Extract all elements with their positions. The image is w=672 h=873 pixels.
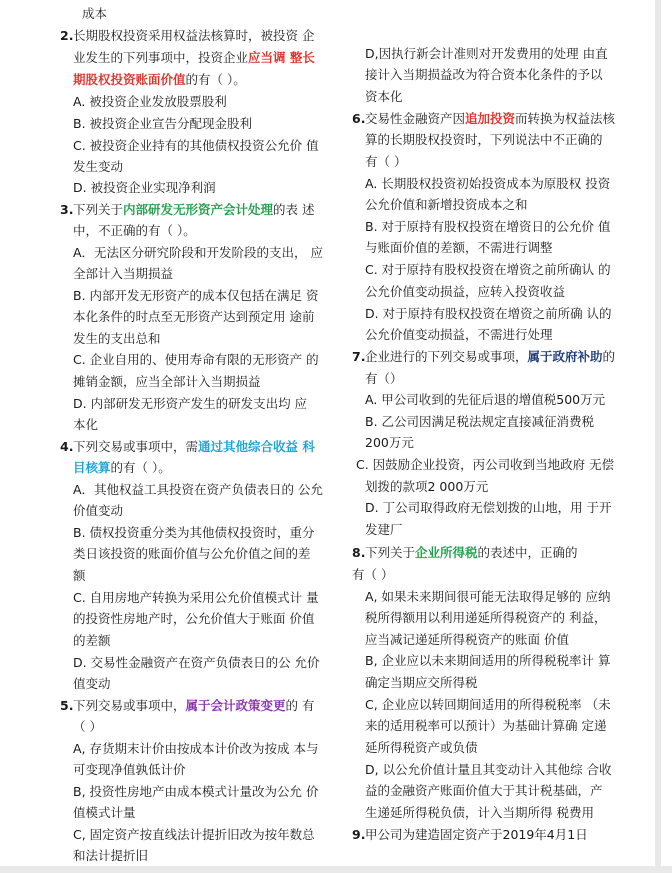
q4-option-d-line2: 值变动	[73, 676, 111, 691]
q6-line3: 有（ ）	[365, 154, 407, 169]
q5-option-d-line3: 资本化	[365, 89, 403, 104]
q7-line1: 企业进行的下列交易或事项，属于政府补助的	[365, 349, 616, 364]
q3-number: 3.	[60, 202, 74, 217]
q6-option-a-line2: 公允价值和新增投资成本之和	[365, 197, 528, 212]
q4-option-b-line1: B. 债权投资重分类为其他债权投资时，重分	[73, 525, 315, 540]
q8-option-d-line2: 益的金融资产账面价值大于其计税基础，产	[365, 783, 603, 798]
q2-option-c-line2: 发生变动	[73, 159, 124, 174]
q5-option-c-line1: C, 固定资产按直线法计提折旧改为按年数总	[73, 827, 315, 842]
q4-option-b-line3: 额	[73, 568, 86, 583]
q3-line1: 下列关于内部研发无形资产会计处理的表 述	[73, 202, 315, 217]
q3-option-c-line1: C. 企业自用的、使用寿命有限的无形资产 的	[73, 352, 319, 367]
q7-option-b-line1: B. 乙公司因满足税法规定直接减征消费税	[365, 414, 595, 429]
q7-option-d-line1: D. 丁公司取得政府无偿划拨的山地，用 于开	[365, 500, 612, 515]
q6-line2: 算的长期股权投资时，下列说法中不正确的	[365, 132, 603, 147]
q7-option-c-line2: 划拨的款项2 000万元	[365, 479, 489, 494]
q6-line1: 交易性金融资产因追加投资而转换为权益法核	[365, 111, 616, 126]
q8-highlight: 企业所得税	[415, 545, 478, 560]
q4-option-c-line3: 的差额	[73, 633, 111, 648]
q7-option-b-line2: 200万元	[365, 435, 414, 450]
q6-number: 6.	[352, 111, 366, 126]
q3-option-b-line2: 本化条件的时点至无形资产达到预定用 途前	[73, 309, 315, 324]
q5-line1: 下列交易或事项中，属于会计政策变更的 有	[73, 698, 315, 713]
q4-highlight-1: 通过其他综合收益 科	[198, 439, 315, 454]
q2-line3: 期股权投资账面价值的有（ ）。	[73, 72, 246, 87]
q8-option-c-line3: 延所得税资产或负债	[365, 740, 478, 755]
q7-option-c-line1: C. 因鼓励企业投资，丙公司收到当地政府 无偿	[356, 457, 615, 472]
q3-option-b-line3: 发生的支出总和	[73, 331, 161, 346]
page-frame-right	[655, 0, 661, 873]
q3-option-d-line2: 本化	[73, 417, 99, 432]
q7-option-a: A. 甲公司收到的先征后退的增值税500万元	[365, 392, 606, 407]
q5-option-b-line1: B, 投资性房地产由成本模式计量改为公允 价	[73, 784, 319, 799]
q8-number: 8.	[352, 545, 366, 560]
q2-highlight-1: 应当调 整长	[248, 50, 315, 65]
q6-option-c-line2: 公允价值变动损益，应转入投资收益	[365, 284, 566, 299]
q8-line2: 有（ ）	[352, 567, 394, 582]
q6-option-b-line1: B. 对于原持有股权投资在增资日的公允价 值	[365, 219, 611, 234]
q8-option-c-line1: C, 企业应以转回期间适用的所得税税率 （未	[365, 697, 611, 712]
q8-option-a-line3: 应当减记递延所得税资产的账面 价值	[365, 632, 569, 647]
q3-option-a-line1: A．无法区分研究阶段和开发阶段的支出， 应	[73, 245, 324, 260]
q9-line1: 甲公司为建造固定资产于2019年4月1日	[365, 827, 588, 842]
q7-highlight: 属于政府补助	[527, 349, 603, 364]
q8-option-d-line1: D, 以公允价值计量且其变动计入其他综 合收	[365, 762, 612, 777]
q8-option-b-line1: B, 企业应以未来期间适用的所得税税率计 算	[365, 653, 611, 668]
q5-option-d-line1: D,因执行新会计准则对开发费用的处理 由直	[365, 46, 608, 61]
q3-option-a-line2: 全部计入当期损益	[73, 266, 174, 281]
q4-option-a-line2: 价值变动	[73, 503, 124, 518]
q8-option-a-line2: 税所得额用以利用递延所得税资产的 利益，	[365, 610, 607, 625]
q4-option-b-line2: 类日该投资的账面价值与公允价值之间的差	[73, 546, 311, 561]
q4-line1: 下列交易或事项中，需通过其他综合收益 科	[73, 439, 315, 454]
q4-number: 4.	[60, 439, 74, 454]
q6-highlight: 追加投资	[465, 111, 516, 126]
q6-option-c-line1: C. 对于原持有股权投资在增资之前所确认 的	[365, 262, 611, 277]
q2-line1: 长期股权投资采用权益法核算时，被投资 企	[73, 28, 315, 43]
q2-option-d: D. 被投资企业实现净利润	[73, 180, 216, 195]
q7-line2: 有（）	[365, 371, 403, 386]
q8-option-d-line3: 生递延所得税负债，计入当期所得 税费用	[365, 805, 594, 820]
q3-highlight: 内部研发无形资产会计处理	[123, 202, 274, 217]
q6-option-d-line1: D. 对于原持有股权投资在增资之前所确 认的	[365, 306, 612, 321]
q5-option-b-line2: 值模式计量	[73, 805, 136, 820]
q1-tail-text: 成本	[82, 6, 108, 21]
q5-highlight: 属于会计政策变更	[185, 698, 286, 713]
q4-option-a-line1: A．其他权益工具投资在资产负债表日的 公允	[73, 482, 324, 497]
q2-highlight-2: 期股权投资账面价值	[73, 72, 186, 87]
q6-option-a-line1: A. 长期股权投资初始投资成本为原股权 投资	[365, 176, 611, 191]
q2-option-c-line1: C. 被投资企业持有的其他债权投资公允价 值	[73, 138, 319, 153]
q7-number: 7.	[352, 349, 366, 364]
q4-option-d-line1: D. 交易性金融资产在资产负债表日的公 允价	[73, 655, 320, 670]
q5-option-a-line2: 可变现净值孰低计价	[73, 762, 186, 777]
q2-option-b: B. 被投资企业宣告分配现金股利	[73, 116, 253, 131]
q4-option-c-line1: C. 自用房地产转换为采用公允价值模式计 量	[73, 590, 319, 605]
q5-line2: （ ）	[73, 719, 102, 734]
q2-line2: 业发生的下列事项中，投资企业应当调 整长	[73, 50, 315, 65]
q3-option-b-line1: B. 内部开发无形资产的成本仅包括在满足 资	[73, 288, 319, 303]
q2-number: 2.	[60, 28, 74, 43]
q5-option-d-line2: 接计入当期损益改为符合资本化条件的予以	[365, 67, 603, 82]
q9-number: 9.	[352, 827, 366, 842]
page-frame-bottom	[0, 866, 672, 873]
q5-number: 5.	[60, 698, 74, 713]
q4-highlight-2: 目核算	[73, 460, 111, 475]
q6-option-b-line2: 与账面价值的差额，不需进行调整	[365, 240, 553, 255]
q3-line2: 中，不正确的有（ ）。	[73, 223, 196, 238]
q8-option-b-line2: 确定当期应交所得税	[365, 675, 478, 690]
q5-option-a-line1: A, 存货期末计价由按成本计价改为按成 本与	[73, 741, 319, 756]
q2-option-a: A. 被投资企业发放股票股利	[73, 94, 227, 109]
q7-option-d-line2: 发建厂	[365, 522, 403, 537]
q4-option-c-line2: 的投资性房地产时，公允价值大于账面 价值	[73, 611, 315, 626]
q6-option-d-line2: 公允价值变动损益，不需进行处理	[365, 327, 553, 342]
q8-option-c-line2: 来的适用税率可以预计）为基础计算确 定递	[365, 718, 607, 733]
q5-option-c-line2: 和法计提折旧	[73, 848, 149, 863]
q4-line2: 目核算的有（ ）。	[73, 460, 171, 475]
q8-line1: 下列关于企业所得税的表述中，正确的	[365, 545, 578, 560]
q3-option-d-line1: D. 内部研发无形资产发生的研发支出均 应	[73, 396, 308, 411]
q8-option-a-line1: A, 如果未来期间很可能无法取得足够的 应纳	[365, 589, 611, 604]
q3-option-c-line2: 摊销金额，应当全部计入当期损益	[73, 374, 261, 389]
